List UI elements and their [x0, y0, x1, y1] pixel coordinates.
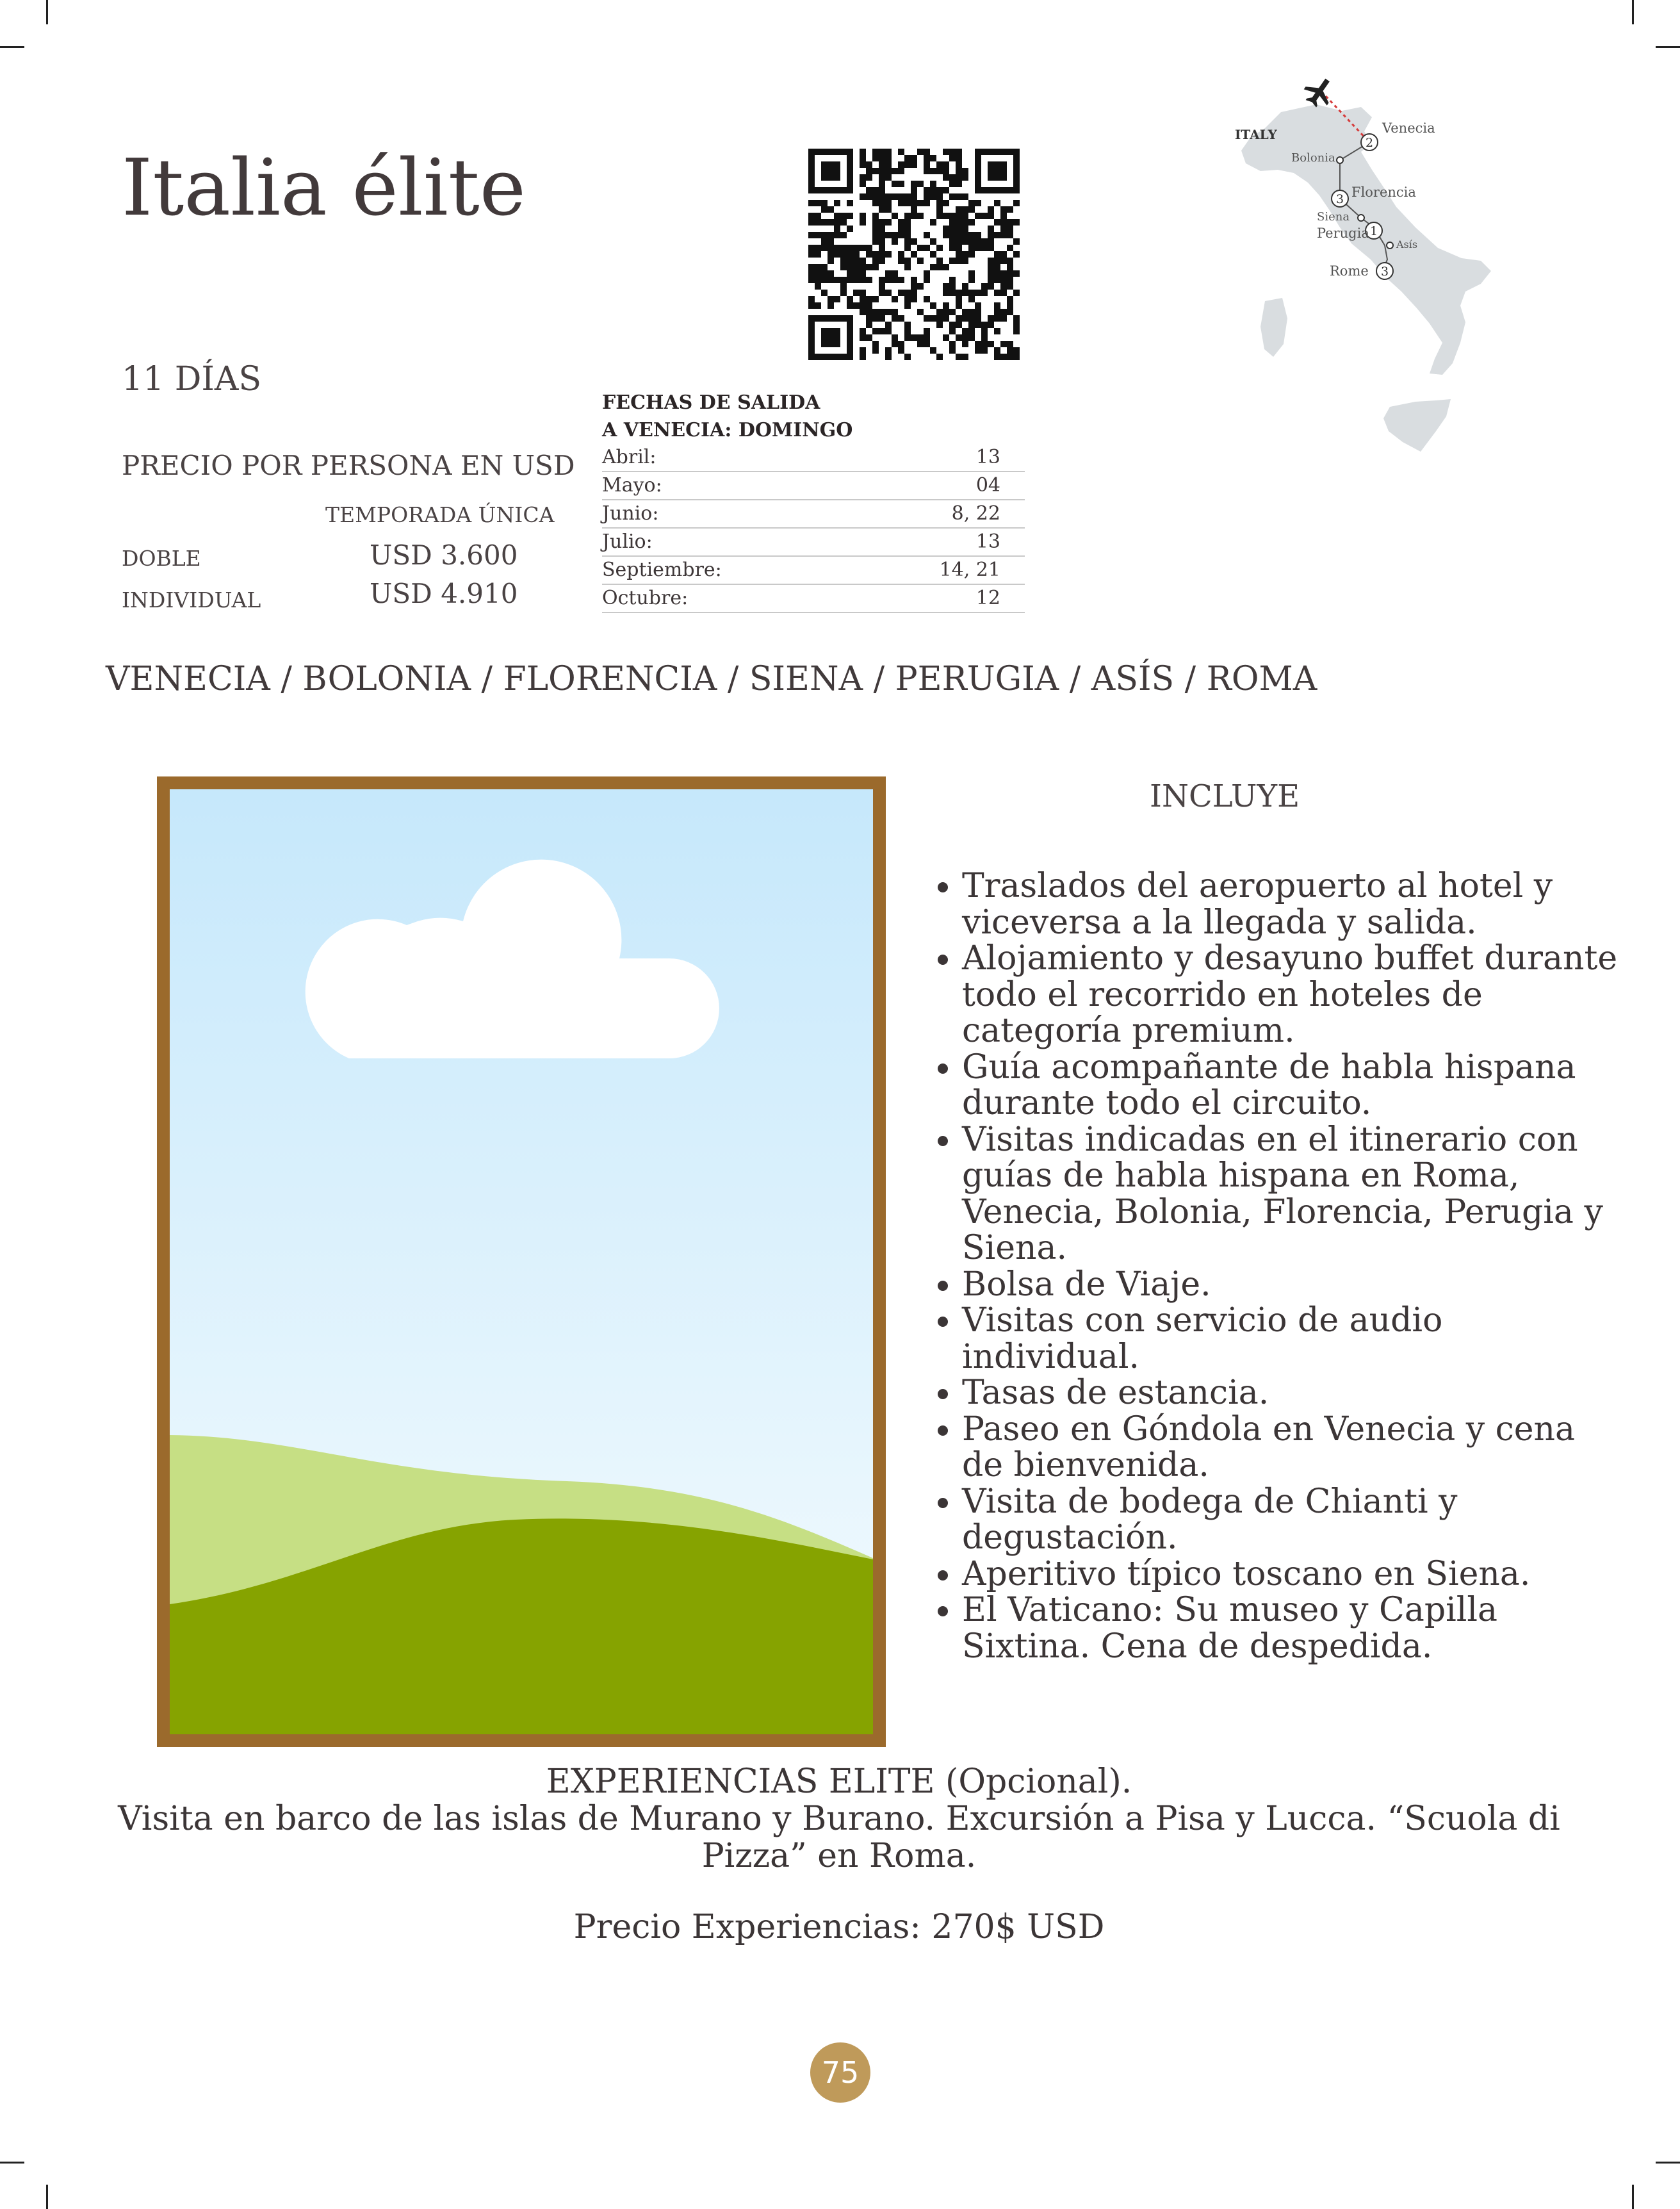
svg-text:Venecia: Venecia [1382, 120, 1435, 136]
crop-mark [46, 0, 48, 24]
list-item: • Traslados del aeropuerto al hotel y viceversa a la llegada y salida. [962, 868, 1622, 940]
list-item: • Bolsa de Viaje. [962, 1267, 1622, 1303]
includes-title: INCLUYE [1150, 778, 1300, 814]
table-row [602, 472, 1025, 500]
crop-mark [0, 2162, 24, 2164]
list-item: • Tasas de estancia. [962, 1375, 1622, 1411]
trip-duration: 11 DÍAS [122, 360, 262, 398]
svg-text:3: 3 [1380, 265, 1389, 279]
svg-text:3: 3 [1335, 192, 1344, 206]
crop-mark [1632, 2185, 1634, 2209]
svg-text:1: 1 [1369, 224, 1378, 238]
list-item: • Guía acompañante de habla hispana durante todo el circuito. [962, 1049, 1622, 1122]
departure-dates-table [602, 389, 1025, 613]
table-row [602, 585, 1025, 613]
sardinia [1260, 298, 1287, 357]
svg-text:2: 2 [1365, 136, 1374, 150]
departures-subheading: A VENECIA: DOMINGO [602, 419, 853, 441]
map-country-label: ITALY [1235, 127, 1277, 142]
table-row [602, 529, 1025, 557]
table-row [602, 557, 1025, 585]
sicily [1383, 399, 1451, 452]
days-cell: 8, 22 [951, 502, 1000, 525]
svg-text:Florencia: Florencia [1351, 185, 1416, 200]
experiences-description: Visita en barco de las islas de Murano y Burano. Excursión a Pisa y Lucca. “Scuola di Pizza” en Roma. [118, 1800, 1560, 1875]
qr-code[interactable] [808, 149, 1020, 360]
month-cell: Mayo: [602, 474, 662, 497]
month-cell: Septiembre: [602, 559, 722, 581]
route-cities: VENECIA / BOLONIA / FLORENCIA / SIENA / PERUGIA / ASÍS / ROMA [106, 660, 1317, 698]
days-cell: 13 [975, 530, 1000, 553]
price-label-single: INDIVIDUAL [122, 587, 261, 612]
list-item: • Aperitivo típico toscano en Siena. [962, 1556, 1622, 1593]
svg-text:Bolonia: Bolonia [1291, 151, 1335, 165]
table-row [602, 444, 1025, 472]
svg-text:Siena: Siena [1317, 210, 1350, 224]
experiences-title: EXPERIENCIAS ELITE (Opcional). [546, 1762, 1132, 1801]
price-value-single: USD 4.910 [370, 578, 518, 609]
crop-mark [1656, 46, 1680, 48]
experiences-price: Precio Experiencias: 270$ USD [573, 1908, 1105, 1946]
month-cell: Julio: [602, 530, 653, 553]
includes-list [922, 868, 1622, 1664]
crop-mark [0, 46, 24, 48]
svg-text:Perugia: Perugia [1317, 226, 1369, 241]
list-item: • Visitas indicadas en el itinerario con guías de habla hispana en Roma, Venecia, Bolonia, Florencia, Perugia y Siena. [962, 1122, 1622, 1267]
page-number-badge: 75 [810, 2042, 870, 2103]
days-cell: 04 [975, 474, 1000, 497]
crop-mark [1656, 2162, 1680, 2164]
landscape-image [157, 776, 886, 1747]
month-cell: Junio: [602, 502, 659, 525]
crop-mark [46, 2185, 48, 2209]
svg-text:Rome: Rome [1330, 263, 1369, 279]
list-item: • Paseo en Góndola en Venecia y cena de bienvenida. [962, 1411, 1622, 1484]
days-cell: 13 [975, 446, 1000, 468]
list-item: • Visitas con servicio de audio individual. [962, 1302, 1622, 1375]
table-row [602, 500, 1025, 529]
month-cell: Abril: [602, 446, 657, 468]
season-label: TEMPORADA ÚNICA [325, 502, 555, 527]
experiences-section [64, 1763, 1614, 1875]
departures-heading: FECHAS DE SALIDA [602, 391, 820, 414]
svg-text:Asís: Asís [1396, 238, 1418, 250]
list-item: • Alojamiento y desayuno buffet durante todo el recorrido en hoteles de categoría premium. [962, 940, 1622, 1049]
month-cell: Octubre: [602, 587, 689, 609]
list-item: • El Vaticano: Su museo y Capilla Sixtina. Cena de despedida. [962, 1592, 1622, 1664]
price-heading: PRECIO POR PERSONA EN USD [122, 450, 575, 481]
italy-route-map [1204, 67, 1569, 477]
list-item: • Visita de bodega de Chianti y degustación. [962, 1484, 1622, 1556]
days-cell: 14, 21 [939, 559, 1000, 581]
price-label-double: DOBLE [122, 546, 201, 571]
page-title: Italia élite [122, 142, 526, 233]
price-value-double: USD 3.600 [370, 539, 518, 571]
crop-mark [1632, 0, 1634, 24]
days-cell: 12 [975, 587, 1000, 609]
